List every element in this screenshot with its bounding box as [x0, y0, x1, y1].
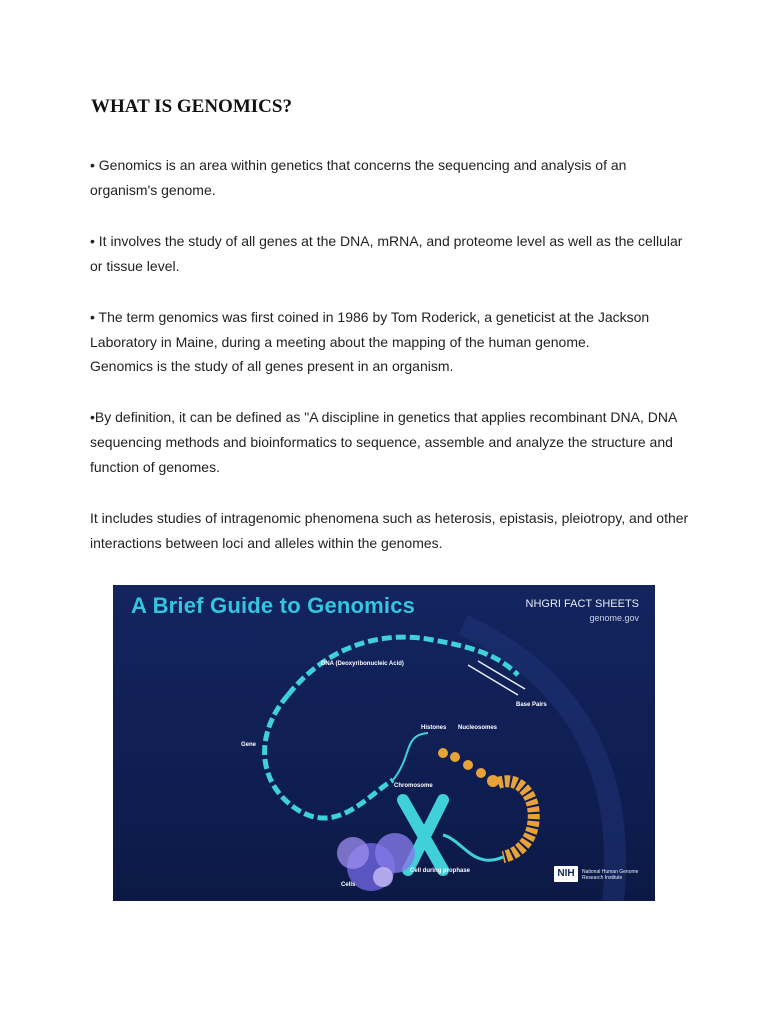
label-gene: Gene [241, 742, 257, 748]
label-histones: Histones [421, 725, 447, 731]
label-cell-prophase: Cell during prophase [410, 868, 471, 874]
paragraph-scope: • It involves the study of all genes at the DNA, mRNA, and proteome level as well as the cellular or tissue level. [90, 233, 683, 274]
paragraph-phenomena: It includes studies of intragenomic phenomena such as heterosis, epistasis, pleiotropy, and other interactions between loci and alleles within the genomes. [90, 510, 689, 551]
paragraph-formal-definition: •By definition, it can be defined as "A discipline in genetics that applies recombinant DNA, DNA sequencing methods and bioinformatics to sequence, assemble and analyze the structure and function of genomes. [90, 409, 677, 475]
label-base-pairs: Base Pairs [516, 702, 547, 708]
page-title: WHAT IS GENOMICS? [91, 96, 292, 117]
label-dna: DNA (Deoxyribonucleic Acid) [321, 661, 404, 667]
label-cells: Cells [341, 882, 356, 888]
infographic-title: A Brief Guide to Genomics [131, 593, 416, 618]
paragraph-summary: Genomics is the study of all genes present in an organism. [90, 358, 454, 374]
dna-helix-left [265, 695, 393, 818]
label-nucleosomes: Nucleosomes [458, 725, 498, 731]
label-chromosome: Chromosome [394, 783, 433, 789]
genomics-illustration [113, 585, 655, 901]
paragraph-definition: • Genomics is an area within genetics that concerns the sequencing and analysis of an organism's genome. [90, 157, 627, 198]
paragraph-history: • The term genomics was first coined in 1986 by Tom Roderick, a geneticist at the Jackson Laboratory in Maine, during a meeting about the mapping of the human genome. [90, 309, 650, 350]
nih-logo: NIH [554, 866, 578, 882]
website-url: genome.gov [589, 613, 639, 623]
genomics-infographic [113, 585, 655, 901]
fact-sheets-label: NHGRI FACT SHEETS [525, 598, 639, 610]
chromatin-fiber [498, 781, 534, 857]
nih-institute-name: National Human Genome Research Institute [582, 869, 639, 881]
